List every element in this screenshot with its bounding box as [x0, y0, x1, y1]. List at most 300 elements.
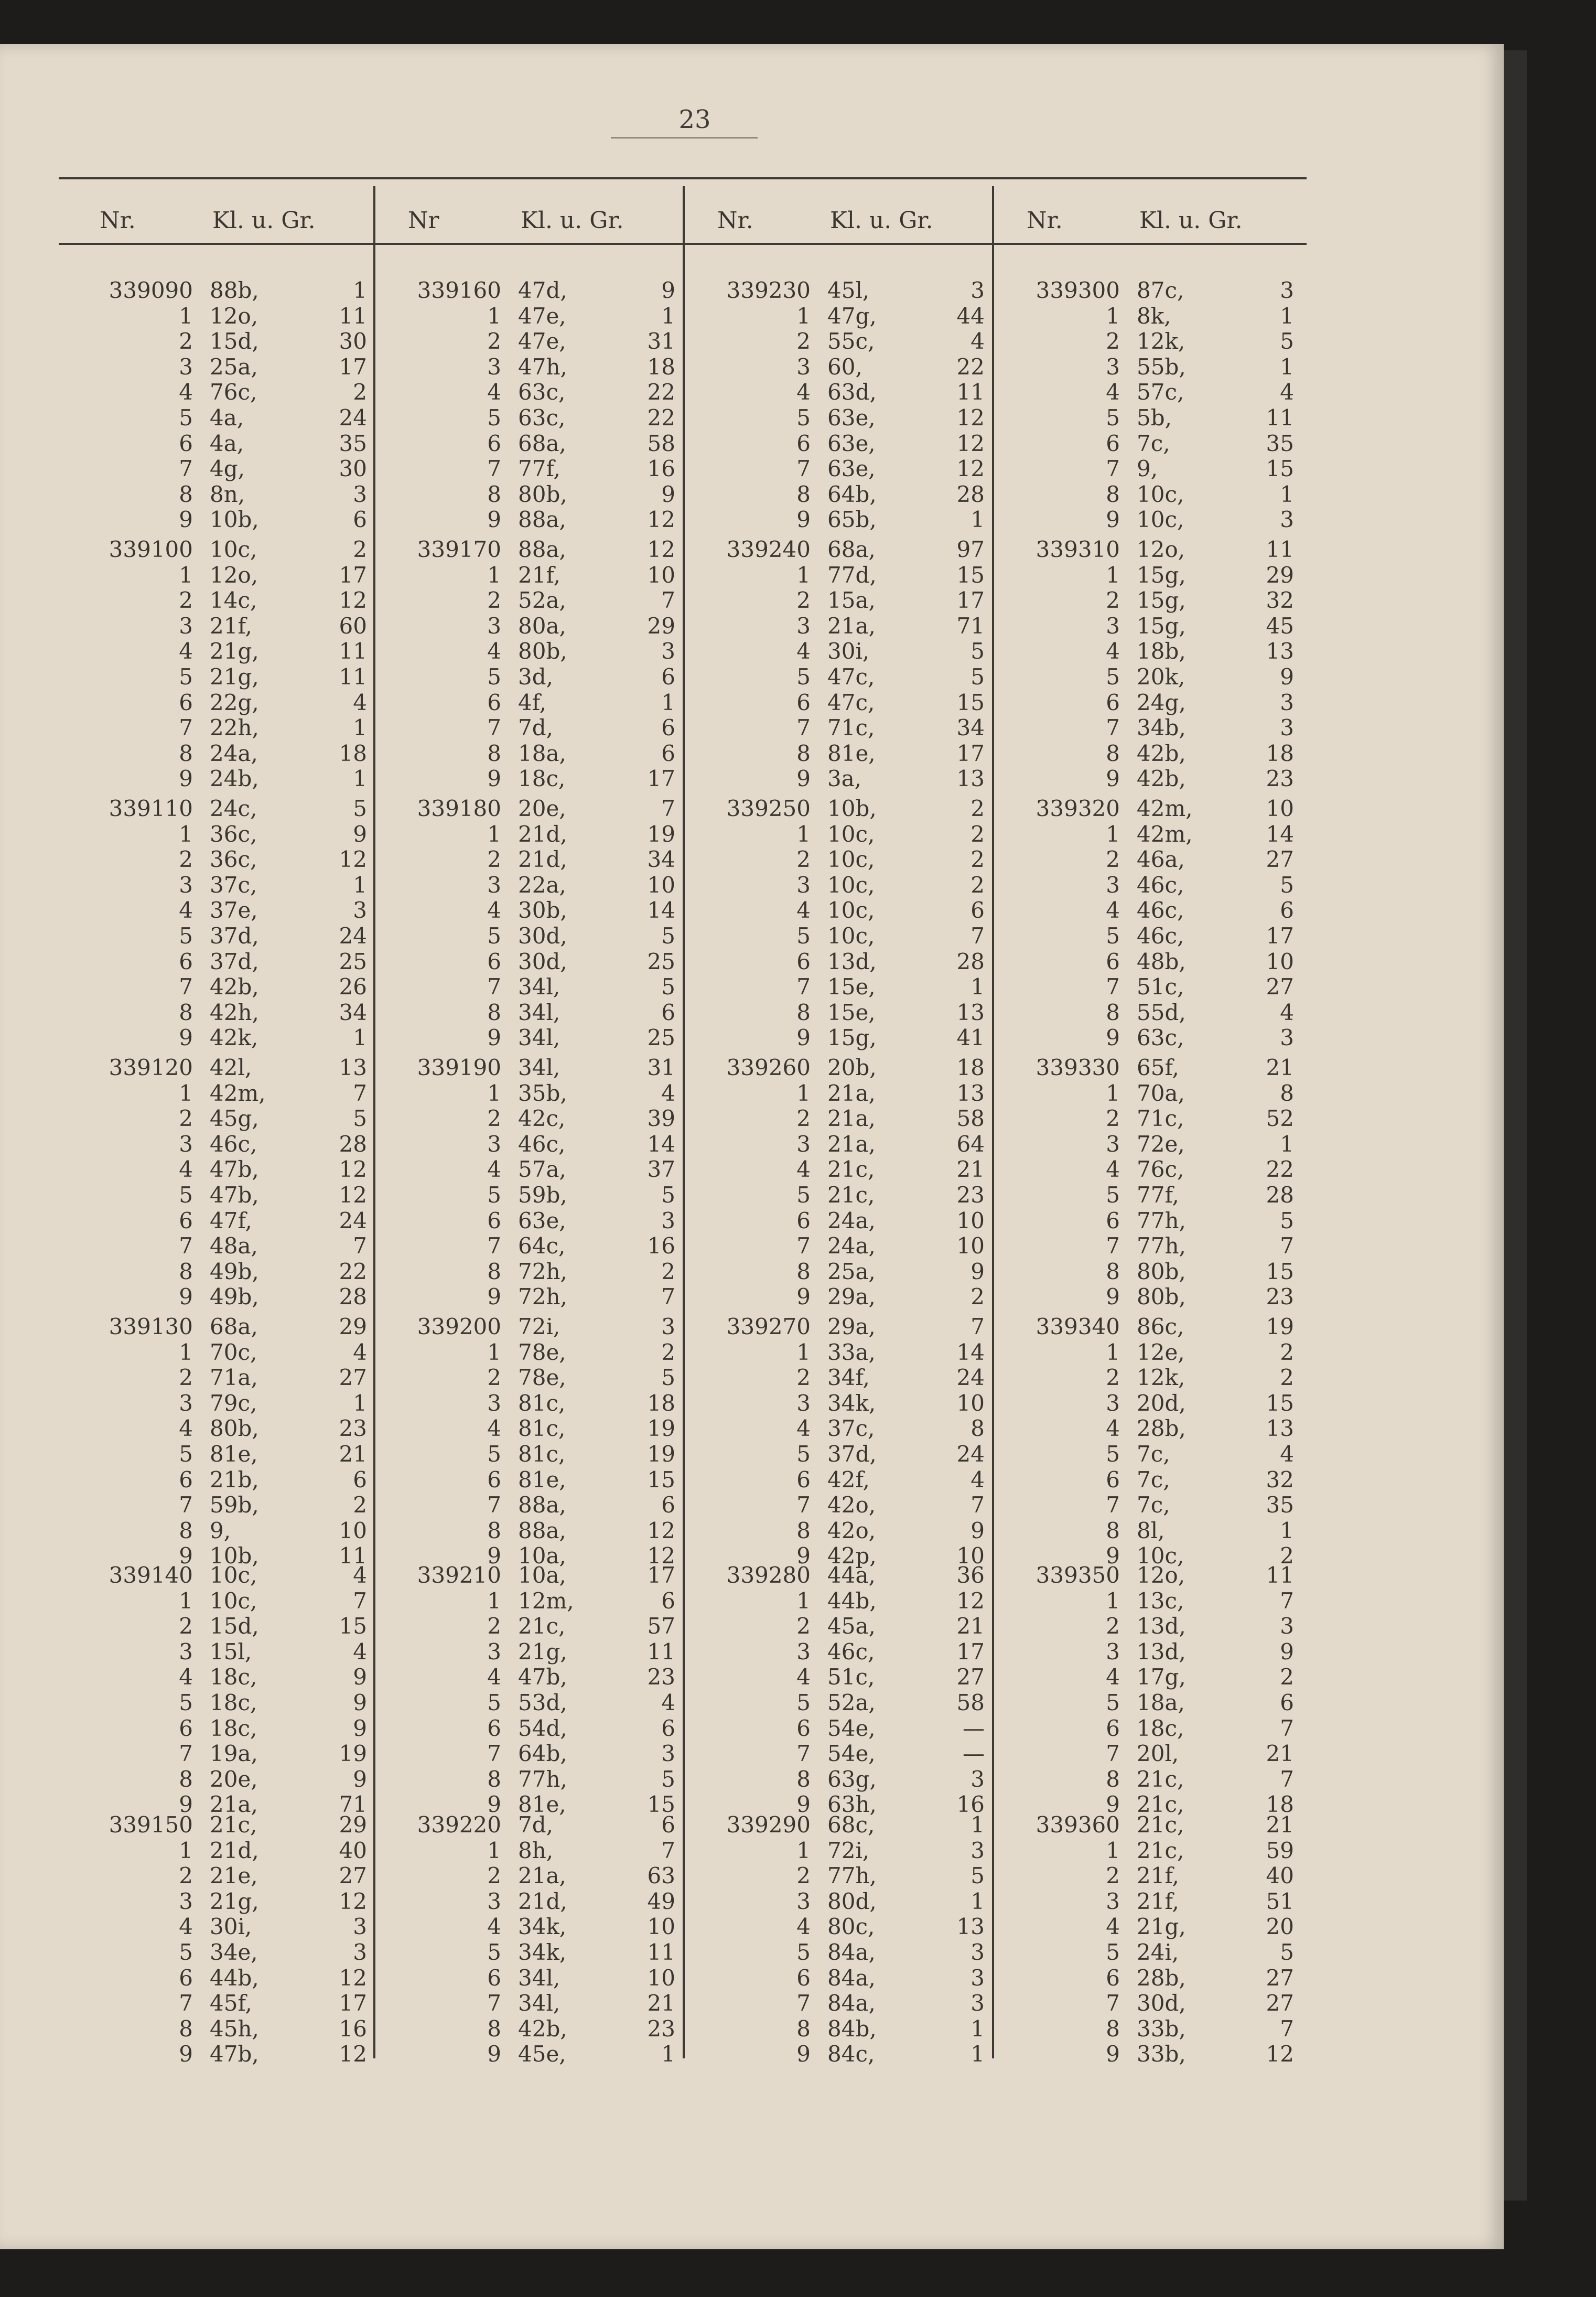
table-row: [1006, 974, 1307, 1000]
row-class: 81e,: [518, 1466, 566, 1493]
row-number: 7: [487, 1233, 501, 1259]
table-row: [387, 1442, 688, 1467]
table-row: [1006, 1588, 1307, 1614]
row-group: 12: [339, 846, 367, 873]
row-class: 65b,: [827, 507, 877, 533]
row-group: 6: [1280, 897, 1294, 924]
row-number: 6: [796, 1965, 811, 1991]
row-number: 6: [179, 1466, 193, 1493]
row-number: 8: [1106, 1517, 1120, 1543]
table-row: [79, 1157, 380, 1183]
table-row: [696, 1284, 998, 1310]
row-class: 15g,: [1137, 613, 1186, 639]
row-class: 4a,: [210, 404, 244, 431]
table-row: [1006, 873, 1307, 898]
row-group: 1: [353, 766, 367, 792]
row-number: 4: [1106, 1664, 1120, 1690]
row-number: 5: [1106, 1441, 1120, 1467]
table-row: [696, 796, 998, 822]
row-class: 21c,: [1137, 1791, 1184, 1818]
row-class: 64b,: [518, 1741, 567, 1767]
row-number: 339110: [109, 796, 193, 821]
row-group: 6: [661, 663, 675, 690]
table-row: [696, 431, 998, 457]
row-class: 12k,: [1137, 328, 1185, 355]
row-number: 9: [1106, 507, 1120, 533]
table-row: [79, 873, 380, 898]
table-row: [79, 1365, 380, 1391]
row-number: 3: [179, 1638, 193, 1665]
row-class: 80b,: [1137, 1258, 1186, 1284]
table-row: [696, 664, 998, 690]
table-row: [387, 1940, 688, 1966]
row-group: 21: [956, 1613, 985, 1639]
table-row: [387, 614, 688, 639]
table-row: [1006, 1157, 1307, 1183]
row-class: 18c,: [210, 1664, 257, 1690]
row-number: 7: [796, 1990, 811, 2016]
row-class: 45g,: [210, 1105, 259, 1132]
row-number: 3: [796, 1390, 811, 1416]
table-row: [696, 1863, 998, 1889]
row-group: 6: [661, 1587, 675, 1614]
table-row: [387, 329, 688, 355]
table-row: [1006, 1391, 1307, 1416]
table-row: [79, 1518, 380, 1544]
row-class: 46c,: [210, 1131, 257, 1157]
row-number: 339230: [726, 277, 811, 303]
row-class: 8n,: [210, 481, 245, 507]
row-group: 35: [1266, 1492, 1294, 1518]
row-number: 7: [1106, 1741, 1120, 1767]
row-number: 2: [179, 1613, 193, 1639]
row-group: 8: [1280, 1080, 1294, 1106]
row-number: 7: [796, 456, 811, 482]
row-number: 2: [179, 1863, 193, 1889]
row-number: 8: [796, 1258, 811, 1284]
number-group: [1006, 1812, 1307, 2067]
row-class: 86c,: [1137, 1314, 1184, 1339]
table-row: [696, 2016, 998, 2042]
row-number: 4: [179, 1914, 193, 1940]
row-number: 1: [1106, 1837, 1120, 1863]
table-row: [387, 304, 688, 329]
row-class: 63g,: [827, 1766, 877, 1792]
row-number: 8: [179, 1517, 193, 1543]
table-row: [387, 924, 688, 949]
row-number: 9: [1106, 2041, 1120, 2067]
table-row: [387, 690, 688, 716]
table-row: [1006, 822, 1307, 847]
row-number: 1: [179, 1587, 193, 1614]
row-class: 20l,: [1137, 1741, 1179, 1767]
table-row: [387, 1914, 688, 1940]
row-group: 13: [956, 1080, 985, 1106]
table-row: [696, 1940, 998, 1966]
row-group: 5: [661, 974, 675, 1000]
row-class: 10c,: [827, 821, 875, 847]
row-class: 34k,: [518, 1914, 567, 1940]
row-group: 29: [339, 1314, 367, 1339]
row-class: 68a,: [518, 430, 566, 456]
row-group: 11: [1266, 404, 1294, 431]
row-group: 19: [339, 1741, 367, 1767]
number-group: [387, 1563, 688, 1818]
row-class: 47h,: [518, 353, 567, 380]
row-group: 9: [970, 1517, 985, 1543]
table-row: [696, 1518, 998, 1544]
table-row: [387, 1233, 688, 1259]
row-class: 52a,: [827, 1689, 876, 1715]
table-row: [1006, 715, 1307, 741]
table-row: [696, 690, 998, 716]
table-row: [1006, 456, 1307, 482]
row-class: 42o,: [827, 1492, 876, 1518]
table-row: [387, 431, 688, 457]
row-group: 12: [647, 1543, 675, 1569]
row-group: 2: [970, 846, 985, 873]
row-number: 9: [487, 1543, 501, 1569]
row-class: 20k,: [1137, 663, 1185, 690]
row-group: 1: [661, 2041, 675, 2067]
row-group: 57: [647, 1613, 675, 1639]
row-group: 3: [661, 638, 675, 664]
row-group: 21: [1266, 1741, 1294, 1767]
row-group: 3: [970, 1837, 985, 1863]
table-row: [1006, 847, 1307, 873]
row-number: 339320: [1036, 796, 1120, 821]
row-group: 27: [339, 1863, 367, 1889]
row-class: 57c,: [1137, 379, 1184, 405]
table-row: [1006, 1889, 1307, 1915]
table-row: [1006, 2016, 1307, 2042]
row-class: 80d,: [827, 1888, 877, 1914]
row-group: 19: [1266, 1314, 1294, 1339]
table-row: [387, 1340, 688, 1366]
row-group: 5: [1280, 1207, 1294, 1233]
row-class: 88a,: [518, 1492, 566, 1518]
row-class: 24c,: [210, 796, 257, 821]
row-group: 2: [353, 1492, 367, 1518]
row-number: 8: [796, 1766, 811, 1792]
row-class: 13d,: [1137, 1613, 1186, 1639]
row-class: 45l,: [827, 277, 870, 303]
table-row: [696, 1416, 998, 1442]
row-number: 5: [796, 1441, 811, 1467]
book-binding: [1504, 50, 1527, 2201]
row-class: 47c,: [827, 689, 875, 715]
row-class: 63e,: [827, 404, 876, 431]
row-class: 24a,: [827, 1207, 876, 1233]
row-class: 34l,: [518, 974, 560, 1000]
row-number: 5: [179, 404, 193, 431]
row-class: 34l,: [518, 1055, 560, 1080]
row-group: 3: [1280, 1025, 1294, 1051]
number-group: [387, 796, 688, 1051]
table-row: [1006, 1208, 1307, 1234]
row-number: 9: [1106, 1025, 1120, 1051]
row-group: 3: [970, 277, 985, 303]
table-row: [387, 278, 688, 304]
table-row: [387, 1690, 688, 1716]
row-number: 5: [796, 663, 811, 690]
table-row: [696, 1966, 998, 1991]
row-group: 2: [970, 1284, 985, 1310]
row-group: 35: [339, 430, 367, 456]
row-class: 78e,: [518, 1339, 566, 1365]
row-number: 6: [487, 430, 501, 456]
row-number: 2: [796, 1863, 811, 1889]
row-group: 22: [1266, 1156, 1294, 1183]
row-class: 18c,: [518, 766, 566, 792]
row-group: 21: [647, 1990, 675, 2016]
row-group: 28: [956, 948, 985, 974]
table-top-rule: [59, 177, 1307, 179]
row-group: 28: [339, 1131, 367, 1157]
number-group: [696, 537, 998, 792]
row-number: 8: [179, 1766, 193, 1792]
table-row: [79, 588, 380, 614]
row-class: 84a,: [827, 1990, 876, 2016]
table-row: [387, 1365, 688, 1391]
table-row: [696, 1741, 998, 1767]
row-class: 42m,: [1137, 821, 1193, 847]
row-number: 8: [796, 999, 811, 1025]
row-number: 2: [179, 1105, 193, 1132]
row-number: 2: [796, 1613, 811, 1639]
row-group: 29: [339, 1812, 367, 1838]
row-group: 11: [1266, 1562, 1294, 1588]
table-row: [1006, 1340, 1307, 1366]
row-number: 3: [487, 353, 501, 380]
table-row: [1006, 1863, 1307, 1889]
row-group: 3: [353, 1939, 367, 1965]
row-group: 12: [956, 456, 985, 482]
row-class: 3a,: [827, 766, 862, 792]
table-row: [696, 639, 998, 664]
table-row: [696, 873, 998, 898]
row-class: 55b,: [1137, 353, 1186, 380]
row-group: 19: [647, 821, 675, 847]
table-row: [387, 898, 688, 924]
row-group: 29: [1266, 562, 1294, 588]
row-class: 18a,: [1137, 1689, 1185, 1715]
row-number: 4: [487, 1415, 501, 1442]
row-group: 12: [339, 1965, 367, 1991]
row-class: 88b,: [210, 277, 259, 303]
row-class: 10c,: [1137, 481, 1184, 507]
row-number: 9: [1106, 1284, 1120, 1310]
row-group: 12: [339, 2041, 367, 2067]
row-number: 6: [487, 1965, 501, 1991]
row-number: 339280: [726, 1562, 811, 1588]
row-class: 63e,: [518, 1207, 566, 1233]
row-number: 4: [179, 897, 193, 924]
row-class: 64b,: [827, 481, 877, 507]
row-class: 21a,: [827, 1131, 876, 1157]
row-group: 21: [1266, 1055, 1294, 1080]
row-class: 34l,: [518, 999, 560, 1025]
row-class: 77h,: [1137, 1207, 1186, 1233]
row-number: 8: [1106, 481, 1120, 507]
row-group: 41: [956, 1025, 985, 1051]
table-row: [1006, 1081, 1307, 1107]
row-group: 37: [647, 1156, 675, 1183]
number-group: [387, 1055, 688, 1310]
row-number: 339290: [726, 1812, 811, 1838]
row-group: 12: [956, 430, 985, 456]
row-class: 21e,: [210, 1863, 258, 1889]
row-number: 5: [179, 663, 193, 690]
row-number: 339140: [109, 1562, 193, 1588]
table-row: [387, 1966, 688, 1991]
row-number: 9: [796, 766, 811, 792]
number-group: [79, 1563, 380, 1818]
row-class: 28b,: [1137, 1415, 1186, 1442]
row-number: 8: [179, 1258, 193, 1284]
row-group: 1: [353, 277, 367, 303]
row-class: 28b,: [1137, 1965, 1186, 1991]
table-row: [696, 1716, 998, 1742]
row-class: 80b,: [210, 1415, 259, 1442]
row-number: 1: [796, 1587, 811, 1614]
row-number: 6: [796, 430, 811, 456]
number-group: [1006, 278, 1307, 533]
row-group: 58: [956, 1689, 985, 1715]
table-row: [1006, 1518, 1307, 1544]
row-number: 1: [179, 1339, 193, 1365]
row-group: 18: [339, 740, 367, 766]
table-row: [79, 690, 380, 716]
row-class: 80a,: [518, 613, 566, 639]
row-number: 8: [179, 999, 193, 1025]
row-number: 1: [487, 303, 501, 329]
row-number: 5: [487, 404, 501, 431]
row-group: 35: [1266, 430, 1294, 456]
row-class: 37c,: [210, 872, 257, 898]
row-group: 16: [647, 1233, 675, 1259]
row-class: 22g,: [210, 689, 259, 715]
table-row: [79, 898, 380, 924]
row-group: 18: [1266, 1791, 1294, 1818]
row-class: 77f,: [1137, 1182, 1179, 1208]
row-group: 18: [647, 1390, 675, 1416]
row-class: 34e,: [210, 1939, 258, 1965]
table-row: [79, 664, 380, 690]
row-number: 339100: [109, 536, 193, 562]
row-number: 9: [179, 1284, 193, 1310]
row-class: 42m,: [210, 1080, 266, 1106]
row-class: 47b,: [210, 1182, 259, 1208]
row-class: 44b,: [827, 1587, 877, 1614]
row-class: 21c,: [518, 1613, 566, 1639]
row-number: 4: [796, 1664, 811, 1690]
row-class: 21c,: [1137, 1766, 1184, 1792]
row-group: 7: [661, 1284, 675, 1310]
row-number: 1: [1106, 1080, 1120, 1106]
row-class: 12k,: [1137, 1365, 1185, 1391]
table-row: [387, 1132, 688, 1157]
row-group: 19: [647, 1441, 675, 1467]
row-group: 17: [647, 766, 675, 792]
table-row: [79, 1106, 380, 1132]
column-header-nr: Nr.: [100, 207, 136, 234]
row-number: 3: [1106, 1390, 1120, 1416]
row-group: 5: [353, 796, 367, 821]
row-number: 9: [487, 1284, 501, 1310]
row-number: 8: [1106, 1258, 1120, 1284]
row-number: 3: [487, 1390, 501, 1416]
table-row: [1006, 1259, 1307, 1285]
table-row: [1006, 1284, 1307, 1310]
row-class: 77h,: [1137, 1233, 1186, 1259]
row-class: 21f,: [1137, 1863, 1179, 1889]
table-row: [1006, 1467, 1307, 1493]
row-number: 1: [796, 562, 811, 588]
number-group: [1006, 1055, 1307, 1310]
row-number: 1: [796, 1339, 811, 1365]
row-number: 3: [487, 1888, 501, 1914]
column-header-nr: Nr.: [1027, 207, 1063, 234]
table-row: [1006, 278, 1307, 304]
row-number: 9: [179, 1543, 193, 1569]
row-number: 3: [796, 1131, 811, 1157]
row-group: 40: [1266, 1863, 1294, 1889]
row-group: 14: [956, 1339, 985, 1365]
row-group: 9: [1280, 1638, 1294, 1665]
row-number: 339150: [109, 1812, 193, 1838]
row-class: 12e,: [1137, 1339, 1185, 1365]
page-number-rule: [611, 137, 758, 138]
row-group: 3: [970, 1965, 985, 1991]
row-class: 24b,: [210, 766, 259, 792]
table-row: [1006, 507, 1307, 533]
table-row: [387, 1157, 688, 1183]
table-row: [79, 507, 380, 533]
row-number: 339340: [1036, 1314, 1120, 1339]
row-class: 81e,: [827, 740, 876, 766]
table-row: [79, 1025, 380, 1051]
row-group: 16: [647, 456, 675, 482]
row-group: 2: [1280, 1365, 1294, 1391]
row-class: 24a,: [210, 740, 258, 766]
table-row: [387, 1284, 688, 1310]
row-class: 80b,: [518, 638, 567, 664]
row-group: 7: [1280, 1766, 1294, 1792]
row-group: 6: [661, 740, 675, 766]
row-class: 10c,: [1137, 1543, 1184, 1569]
row-class: 21g,: [210, 1888, 259, 1914]
row-group: 19: [647, 1415, 675, 1442]
row-group: 1: [1280, 481, 1294, 507]
table-row: [79, 715, 380, 741]
row-group: 6: [353, 507, 367, 533]
row-number: 7: [487, 456, 501, 482]
row-number: 3: [1106, 1131, 1120, 1157]
row-group: 25: [647, 948, 675, 974]
row-number: 3: [179, 1390, 193, 1416]
row-group: 15: [1266, 1258, 1294, 1284]
row-class: 42l,: [210, 1055, 252, 1080]
row-class: 34f,: [827, 1365, 870, 1391]
row-group: 9: [353, 1766, 367, 1792]
row-class: 77h,: [827, 1863, 877, 1889]
row-class: 12o,: [1137, 1562, 1185, 1588]
number-group: [79, 796, 380, 1051]
row-group: 59: [1266, 1837, 1294, 1863]
row-class: 88a,: [518, 507, 566, 533]
row-group: 7: [970, 922, 985, 949]
